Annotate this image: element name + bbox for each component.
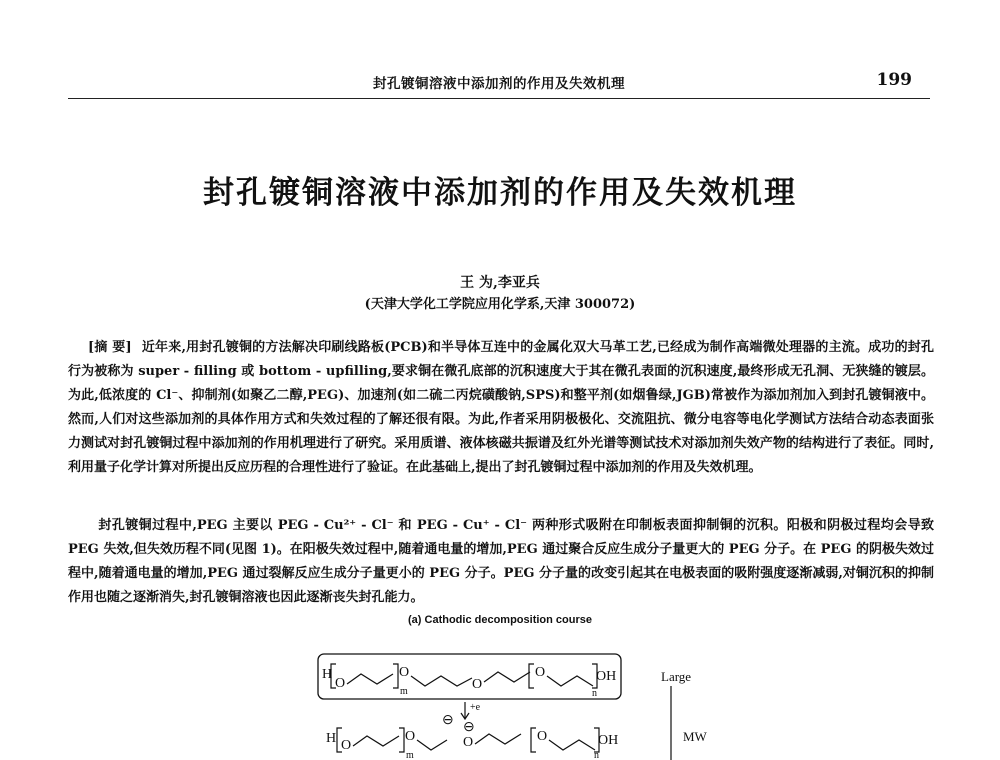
authors: 王 为,李亚兵 <box>460 275 540 291</box>
electron-label: +e <box>470 702 481 713</box>
mol2-sub-n: n <box>594 750 599 760</box>
body-paragraph-text: 封孔镀铜过程中,PEG 主要以 PEG - Cu²⁺ - Cl⁻ 和 PEG - Cu⁺ - Cl⁻ 两种形式吸附在印制板表面抑制铜的沉积。阳极和阴极过程均会导致 PEG 失效,但失效历程不同(见图 1)。在阳极失效过程中,随着通电量的增加,PEG 通过聚合反应生成分子量更大的 PEG 分子。在 PEG 的阴极失效过程中,随着通电量的增加,PEG 通过裂解反应生成分子量更小的 PEG 分子。PEG 分子量的改变引起其在电极表面的吸附强度逐渐减弱,对铜沉积的抑制作用也随之逐渐消失,封孔镀铜溶液也因此逐渐丧失封孔能力。 <box>68 518 934 605</box>
article-title: 封孔镀铜溶液中添加剂的作用及失效机理 <box>203 175 797 211</box>
mol2-o2: O <box>405 729 416 744</box>
mol2-h: H <box>326 731 337 746</box>
mol1-o2: O <box>399 665 410 680</box>
mol2-minus2: ⊖ <box>463 720 475 735</box>
mol1-o4: O <box>535 665 546 680</box>
abstract-label: [摘 要] <box>88 340 132 355</box>
mol2-chain1 <box>353 736 399 746</box>
mol2-o3: O <box>463 735 474 750</box>
mol1-h: H <box>322 667 333 682</box>
mol1-o1: O <box>335 676 346 691</box>
figure-1 <box>0 614 1000 760</box>
mol2-bracket-right <box>399 728 404 752</box>
mol2-chain2 <box>417 740 447 750</box>
mol2-minus1: ⊖ <box>442 713 454 728</box>
page-number: 199 <box>876 70 912 90</box>
mol2-o4: O <box>537 729 548 744</box>
mol1-o3: O <box>472 677 483 692</box>
mol1-chain4 <box>547 676 593 686</box>
running-title: 封孔镀铜溶液中添加剂的作用及失效机理 <box>373 76 625 92</box>
mol1-oh: OH <box>596 669 617 684</box>
figure-caption: (a) Cathodic decomposition course <box>408 614 592 626</box>
abstract <box>68 336 934 480</box>
body-paragraph <box>68 514 934 610</box>
mol1-bracket-right <box>393 664 398 688</box>
affiliation: (天津大学化工学院应用化学系,天津 300072) <box>364 297 636 312</box>
scale-large-label: Large <box>661 669 692 684</box>
mol1-chain3 <box>484 672 530 682</box>
abstract-text: 近年来,用封孔镀铜的方法解决印刷线路板(PCB)和半导体互连中的金属化双大马革工艺,已经成为制作高端微处理器的主流。成功的封孔行为被称为 super - filling 或 bottom - upfilling,要求铜在微孔底部的沉积速度大于其在微孔表面的沉积速度,最终形成无孔洞、无狭缝的镀层。为此,低浓度的 Cl⁻、抑制剂(如聚乙二醇,PEG)、加速剂(如二硫二丙烷磺酸钠,SPS)和整平剂(如烟鲁绿,JGB)常被作为添加剂加入到封孔镀铜液中。然而,人们对这些添加剂的具体作用方式和失效过程的了解还很有限。为此,作者采用阴极极化、交流阻抗、微分电容等电化学测试方法结合动态表面张力测试对封孔镀铜过程中添加剂的作用机理进行了研究。采用质谱、液体核磁共振谱及红外光谱等测试技术对添加剂失效产物的结构进行了表征。同时,利用量子化学计算对所提出反应历程的合理性进行了验证。在此基础上,提出了封孔镀铜过程中添加剂的作用及失效机理。 <box>68 340 935 475</box>
mol2-chain3 <box>475 734 521 744</box>
mol1-chain1 <box>347 674 393 684</box>
mol2-oh: OH <box>598 733 619 748</box>
mol2-sub-m: m <box>406 750 414 760</box>
mol2-o1: O <box>341 738 352 753</box>
scale-mw-label: MW <box>683 729 707 744</box>
mol2-bracket2-left <box>531 728 536 752</box>
running-header <box>68 72 930 99</box>
figure-diagram <box>0 614 1000 760</box>
mol1-bracket2-left <box>529 664 534 688</box>
mol1-sub-m: m <box>400 686 408 697</box>
mol1-sub-n: n <box>592 688 597 699</box>
mol1-chain2 <box>411 676 472 686</box>
mol2-chain4 <box>549 740 595 750</box>
